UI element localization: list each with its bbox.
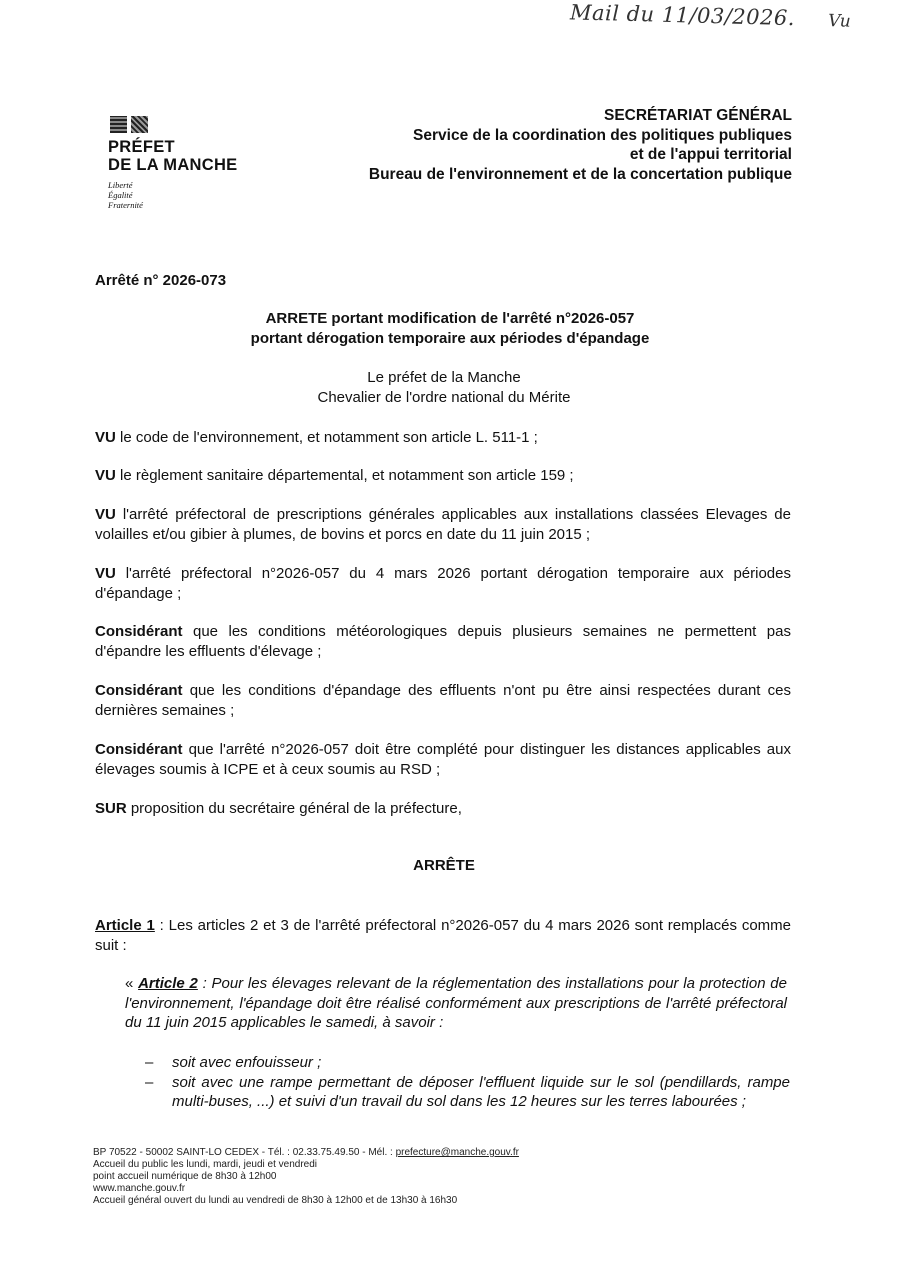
list-item-text: soit avec enfouisseur ; [172,1054,322,1071]
title-line: ARRETE portant modification de l'arrêté n°2026-057 [265,310,635,327]
consideration-paragraph [95,505,791,544]
decree-title [0,309,900,348]
republic-motto [108,180,268,210]
consideration-lead: SUR [95,800,127,817]
decree-number: Arrêté n° 2026-073 [95,272,227,289]
marianne-emblem-icon [110,116,268,133]
footer-line: Accueil du public les lundi, mardi, jeudi et vendredi [93,1159,318,1170]
article-1-label: Article 1 [95,917,155,934]
list-item [145,1073,790,1112]
article-2-quote [125,974,787,1033]
handwritten-annotation [570,0,852,31]
consideration-lead: Considérant [95,623,183,640]
footer-line: Accueil général ouvert du lundi au vendredi de 8h30 à 12h00 et de 13h30 à 16h30 [93,1195,458,1206]
motto-word: Fraternité [108,200,143,210]
dash-marker: – [145,1054,154,1071]
consideration-paragraph [95,428,791,448]
article-2-text: : Pour les élevages relevant de la réglementation des installations pour la protection de l'environnement, l'épandage doit être réalisé conformément aux prescriptions de l'arrêté préfectoral du 11 juin 2015 applicables le samedi, à savoir : [125,975,787,1031]
spreading-methods-list [145,1053,790,1112]
motto-word: Égalité [108,190,133,200]
article-2-label: Article 2 [138,975,198,992]
list-item-text: soit avec une rampe permettant de déposer l'effluent liquide sur le sol (pendillards, rampe multi-buses, ...) et suivi d'un travail du sol dans les 12 heures sur les terres labourées ; [172,1073,790,1110]
logo-line-1: PRÉFET [108,138,175,156]
quote-open: « [125,975,139,992]
prefet-intro [0,368,888,407]
prefet-line: Chevalier de l'ordre national du Mérite [317,388,571,406]
footer-line: point accueil numérique de 8h30 à 12h00 [93,1171,277,1182]
consideration-text: que les conditions météorologiques depuis plusieurs semaines ne permettent pas d'épandre les effluents d'élevage ; [95,623,791,660]
consideration-paragraph [95,622,791,661]
prefecture-logo [108,116,268,210]
footer-address: BP 70522 - 50002 SAINT-LO CEDEX - Tél. : 02.33.75.49.50 - Mél. : [93,1147,396,1158]
header-line: et de l'appui territorial [629,146,792,163]
title-line: portant dérogation temporaire aux périodes d'épandage [250,329,650,347]
consideration-paragraph [95,564,791,603]
consideration-paragraph [95,799,791,819]
consideration-text: le code de l'environnement, et notamment son article L. 511-1 ; [115,429,538,446]
footer-email-link[interactable]: prefecture@manche.gouv.fr [395,1147,519,1158]
consideration-lead: VU [95,506,116,523]
consideration-text: l'arrêté préfectoral n°2026-057 du 4 mars 2026 portant dérogation temporaire aux périodes d'épandage ; [95,565,791,602]
article-1 [95,916,791,955]
consideration-text: le règlement sanitaire départemental, et notamment son article 159 ; [115,467,574,484]
list-item [145,1053,790,1073]
consideration-paragraph [95,740,791,779]
consideration-text: proposition du secrétaire général de la préfecture, [126,800,462,817]
footer-website-link[interactable]: www.manche.gouv.fr [93,1183,186,1194]
handwritten-note: Mail du 11/03/2026. [569,0,796,31]
consideration-paragraph [95,681,791,720]
consideration-lead: VU [95,467,116,484]
handwritten-initials: Vu [827,11,852,32]
header-line: Bureau de l'environnement et de la concertation publique [368,165,792,183]
consideration-lead: VU [95,429,116,446]
prefet-line: Le préfet de la Manche [367,369,521,386]
consideration-lead: Considérant [95,682,183,699]
consideration-paragraph [95,466,791,486]
consideration-text: que l'arrêté n°2026-057 doit être complété pour distinguer les distances applicables aux élevages soumis à ICPE et à ceux soumis au RSD ; [95,741,791,778]
dash-marker: – [145,1073,154,1091]
article-1-text: : Les articles 2 et 3 de l'arrêté préfectoral n°2026-057 du 4 mars 2026 sont remplacés comme suit : [95,917,791,954]
header-line: SECRÉTARIAT GÉNÉRAL [603,107,792,124]
consideration-text: que les conditions d'épandage des effluents n'ont pu être ainsi respectées durant ces dernières semaines ; [95,682,791,719]
contact-footer [93,1147,519,1207]
logo-line-2: DE LA MANCHE [108,156,238,174]
consideration-text: l'arrêté préfectoral de prescriptions générales applicables aux installations classées Elevages de volailles et/ou gibier à plumes, de bovins et porcs en date du 11 juin 2015 ; [95,506,791,543]
arrete-heading: ARRÊTE [413,857,475,874]
motto-word: Liberté [108,180,133,190]
header-line: Service de la coordination des politiques publiques [413,126,792,144]
consideration-lead: Considérant [95,741,183,758]
consideration-lead: VU [95,565,116,582]
footer-line [93,1147,519,1159]
issuing-service-header [369,106,792,184]
